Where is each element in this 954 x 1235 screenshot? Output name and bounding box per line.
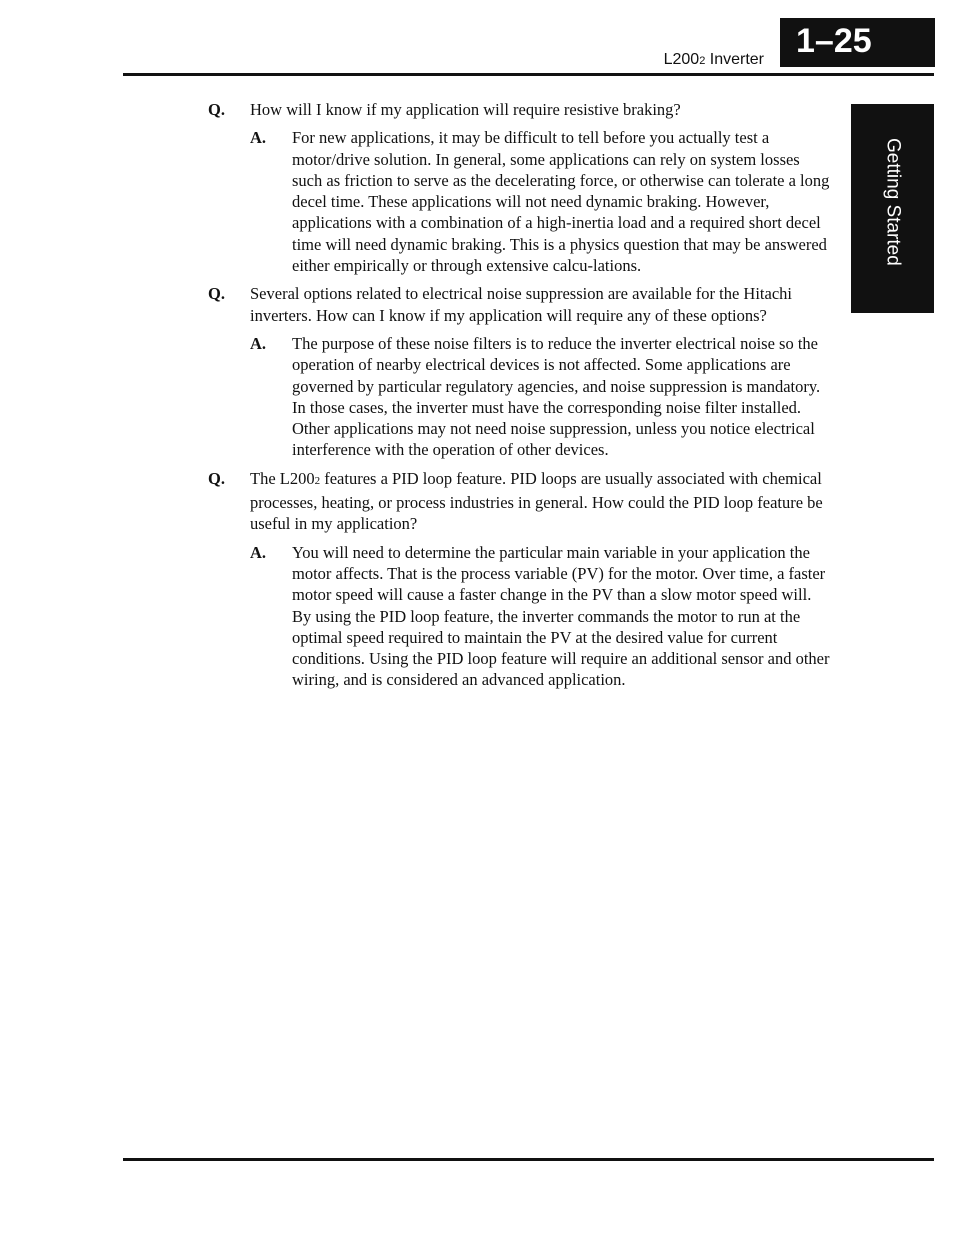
section-tab-label: Getting Started bbox=[882, 138, 904, 266]
qa-item bbox=[208, 468, 833, 691]
question-prefix: The L200 bbox=[250, 468, 315, 488]
question-text bbox=[250, 468, 833, 535]
qa-item bbox=[208, 283, 833, 460]
answer-marker: A. bbox=[250, 333, 267, 353]
question-marker: Q. bbox=[208, 284, 225, 304]
running-title-model-suffix: 2 bbox=[699, 55, 706, 67]
answer-row bbox=[208, 127, 833, 276]
question-text: Several options related to electrical noise suppression are available for the Hitachi inverters. How can I know if my application will require any of these options? bbox=[250, 284, 793, 325]
page-number: 1–25 bbox=[796, 22, 872, 60]
question-marker: Q. bbox=[208, 100, 225, 119]
running-title-product: Inverter bbox=[705, 51, 764, 68]
answer-text: For new applications, it may be difficult to tell before you actually test a motor/drive solution. In general, some applications can rely on system losses such as friction to serve as the decelerating force, or otherwise can tolerate a long decel time. These applications will not need dynamic braking. However, applications with a combination of a high-inertia load and a required short decel time will need dynamic braking. This is a physics question that may be answered either empirically or through extensive calcu-lations. bbox=[292, 128, 830, 276]
question-marker: Q. bbox=[208, 468, 225, 488]
question-row bbox=[208, 99, 833, 120]
running-title bbox=[664, 50, 764, 71]
question-row bbox=[208, 468, 833, 535]
header-rule bbox=[123, 73, 934, 76]
question-text: How will I know if my application will require resistive braking? bbox=[250, 100, 681, 119]
running-title-model: L200 bbox=[663, 51, 700, 68]
answer-row bbox=[208, 333, 833, 461]
answer-row bbox=[208, 542, 833, 691]
answer-marker: A. bbox=[250, 542, 267, 562]
answer-text: You will need to determine the particular main variable in your application the motor affects. That is the process variable (PV) for the motor. Over time, a faster motor speed will cause a faster change in the PV than a slow motor speed will. By using the PID loop feature, the inverter commands the motor to run at the optimal speed required to maintain the PV at the desired value for current conditions. Using the PID loop feature will require an additional sensor and other wiring, and is considered an advanced application. bbox=[292, 542, 830, 690]
question-row bbox=[208, 283, 833, 326]
qa-item bbox=[208, 99, 833, 276]
question-rest: features a PID loop feature. PID loops are usually associated with chemical processes, heating, or process industries in general. How could the PID loop feature be useful in my application? bbox=[250, 468, 823, 534]
page-number-box bbox=[780, 18, 935, 67]
question-model-suffix: 2 bbox=[314, 474, 321, 487]
section-tab bbox=[851, 104, 934, 313]
footer-rule bbox=[123, 1158, 934, 1161]
answer-marker: A. bbox=[250, 128, 267, 148]
faq-content bbox=[208, 99, 833, 698]
answer-text: The purpose of these noise filters is to reduce the inverter electrical noise so the operation of nearby electrical devices is not affected. Some applications are governed by particular regulatory agencies, and noise suppression is mandatory. In those cases, the inverter must have the corresponding noise filter installed. Other applications may not need noise suppression, unless you notice electrical interference with the operation of other devices. bbox=[292, 333, 821, 460]
